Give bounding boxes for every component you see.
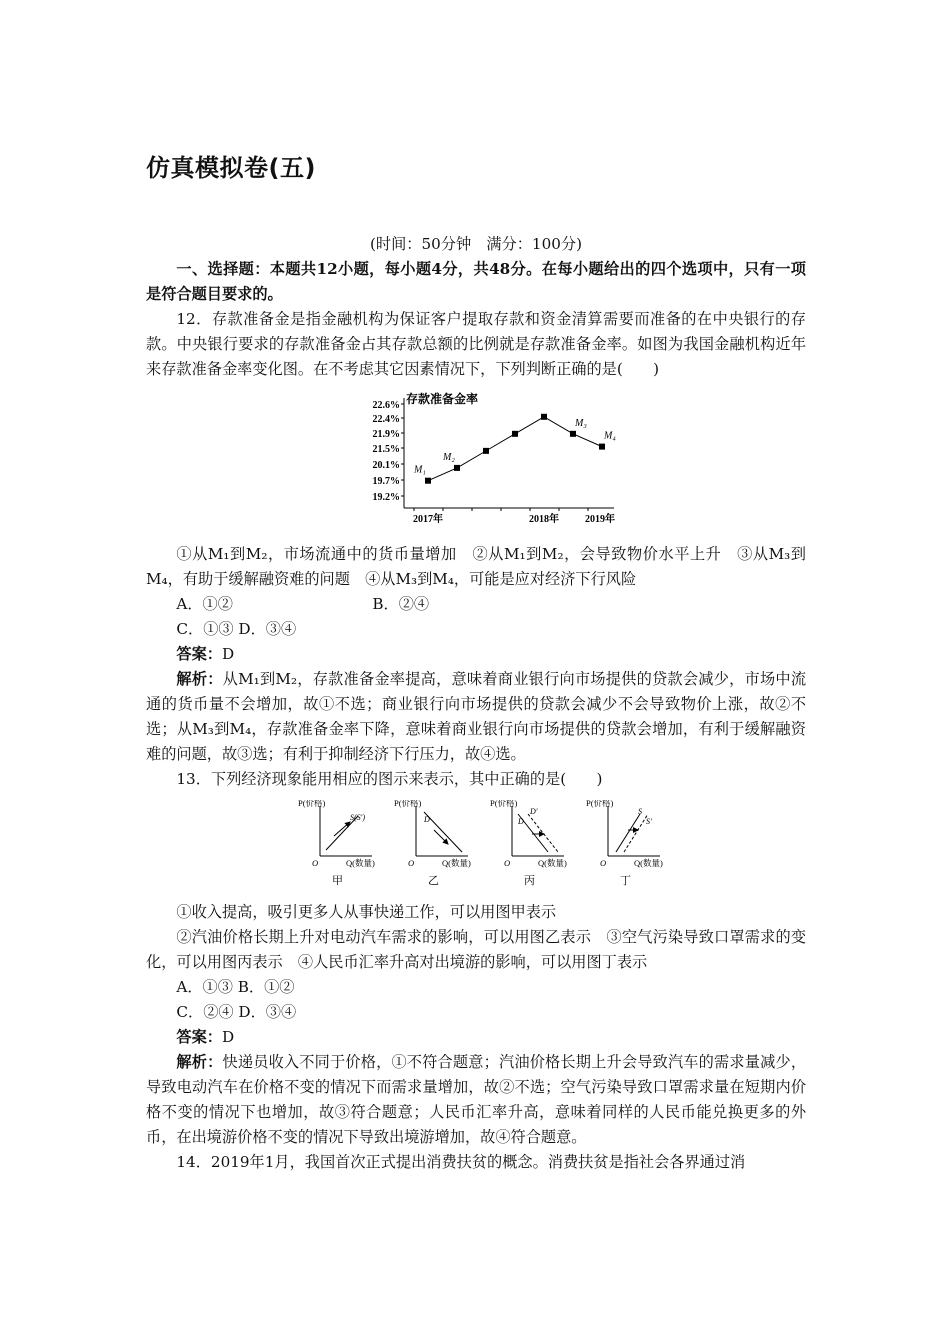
q12-analysis-text: 从M₁到M₂，存款准备金率提高，意味着商业银行向市场提供的贷款会减少，市场中流通的货币量不会增加，故①不选；商业银行向市场提供的贷款会减少不会导致物价上涨，故②不选；从M₃到M₄，存款准备金率下降，意味着商业银行向市场提供的贷款会增加，有利于缓解融资难的问题，故③选；有利于抑制经济下行压力，故④选。	[146, 670, 807, 763]
q13-answer	[146, 1025, 806, 1050]
q12-options-cd: C．①③ D．③④	[176, 620, 297, 638]
data-point	[570, 431, 576, 437]
series-points	[413, 414, 616, 484]
move-arrow	[434, 830, 448, 844]
page-title: 仿真模拟卷(五)	[146, 154, 316, 182]
origin-label: O	[600, 858, 607, 868]
data-point	[483, 448, 489, 454]
y-tick-label: 22.6%	[372, 400, 400, 411]
q12-analysis	[146, 667, 806, 767]
q13-statement-2: ②汽油价格长期上升对电动汽车需求的影响，可以用图乙表示 ③空气污染导致口罩需求的变化，可以用图丙表示 ④人民币汇率升高对出境游的影响，可以用图丁表示	[146, 928, 806, 971]
x-tick-label: 2019年	[585, 514, 615, 525]
q13-answer-value: D	[221, 1028, 235, 1046]
q13-analysis-label: 解析：	[176, 1053, 223, 1071]
q12-option-a: A．①②	[176, 595, 233, 613]
axis-label-price: P(价格)	[490, 800, 518, 808]
curve-label: S(S′)	[350, 813, 366, 822]
q13-answer-label: 答案：	[176, 1028, 222, 1046]
data-point	[425, 478, 431, 484]
y-tick-label: 20.1%	[372, 460, 400, 471]
origin-label: O	[312, 858, 319, 868]
y-tick-label: 22.4%	[372, 414, 400, 425]
q12-option-b: B．②④	[372, 595, 430, 613]
curve-label: S′	[646, 817, 652, 826]
data-point	[541, 414, 547, 420]
document-body	[146, 232, 806, 1175]
section-heading: 一、选择题：本题共12小题，每小题4分，共48分。在每小题给出的四个选项中，只有一项是符合题目要求的。	[146, 260, 806, 303]
q13-options-cd: C．②④ D．③④	[176, 1003, 297, 1021]
q14-stem: 14．2019年1月，我国首次正式提出消费扶贫的概念。消费扶贫是指社会各界通过消	[176, 1153, 746, 1171]
q12-statements: ①从M₁到M₂，市场流通中的货币量增加 ②从M₁到M₂，会导致物价水平上升 ③从M₃到M₄，有助于缓解融资难的问题 ④从M₃到M₄，可能是应对经济下行风险	[146, 545, 806, 588]
data-point	[512, 431, 518, 437]
q13-analysis	[146, 1050, 806, 1150]
data-point	[599, 444, 605, 450]
q13-stem: 13．下列经济现象能用相应的图示来表示，其中正确的是( )	[176, 770, 603, 788]
axis-label-quantity: Q(数量)	[634, 858, 663, 868]
origin-label: O	[408, 858, 415, 868]
diagram-yi	[394, 800, 471, 887]
y-tick-labels	[373, 400, 405, 503]
point-label: M₃	[575, 417, 587, 429]
q12-answer-label: 答案：	[176, 645, 222, 663]
q12-options-ab	[146, 592, 806, 617]
x-tick-label: 2018年	[529, 514, 559, 525]
y-tick-label: 21.5%	[372, 444, 400, 455]
diagram-ding	[586, 800, 663, 887]
exam-meta: (时间：50分钟 满分：100分)	[369, 235, 583, 253]
origin-label: O	[504, 858, 511, 868]
y-tick-label: 19.7%	[372, 476, 400, 487]
diagram-name: 乙	[428, 875, 439, 887]
diagram-bing	[490, 800, 567, 887]
curve-label: S	[638, 807, 642, 816]
axis-label-price: P(价格)	[394, 800, 422, 808]
axis-label-quantity: Q(数量)	[346, 858, 375, 868]
q12-answer	[146, 642, 806, 667]
point-label: M₂	[443, 451, 455, 463]
diagram-name: 丙	[524, 875, 535, 887]
q12-analysis-label: 解析：	[176, 670, 223, 688]
diagram-name: 丁	[620, 875, 631, 887]
q13-statement-1: ①收入提高，吸引更多人从事快递工作，可以用图甲表示	[176, 903, 557, 921]
curve-label: D	[424, 815, 430, 824]
y-tick-label: 19.2%	[372, 492, 400, 503]
curve-label: D	[518, 817, 524, 826]
axis-label-quantity: Q(数量)	[538, 858, 567, 868]
q13-analysis-text: 快递员收入不同于价格，①不符合题意；汽油价格长期上升会导致汽车的需求量减少，导致电动汽车在价格不变的情况下而需求量增加，故②不选；空气污染导致口罩需求量在短期内价格不变的情况下也增加，故③符合题意；人民币汇率升高，意味着同样的人民币能兑换更多的外币，在出境游价格不变的情况下导致出境游增加，故④符合题意。	[146, 1053, 807, 1146]
chart-title: 存款准备金率	[406, 392, 479, 406]
curve-label: D′	[530, 807, 538, 816]
shift-arrow	[334, 822, 350, 836]
point-label: M₁	[414, 464, 426, 476]
x-tick-labels	[413, 508, 615, 525]
data-point	[454, 465, 460, 471]
q12-answer-value: D	[221, 645, 235, 663]
y-tick-label: 21.9%	[372, 429, 400, 440]
q12-stem: 12．存款准备金是指金融机构为保证客户提取存款和资金清算需要而准备的在中央银行的存款。中央银行要求的存款准备金占其存款总额的比例就是存款准备金率。如图为我国金融机构近年来存款准备金率变化图。在不考虑其它因素情况下，下列判断正确的是( )	[146, 310, 806, 378]
reserve-ratio-chart	[356, 390, 646, 538]
supply-demand-diagrams	[298, 800, 678, 890]
axis-label-quantity: Q(数量)	[442, 858, 471, 868]
diagram-name: 甲	[332, 875, 343, 887]
diagram-jia	[298, 800, 375, 887]
point-label: M₄	[604, 430, 616, 442]
axis-label-price: P(价格)	[586, 800, 614, 808]
x-tick-label: 2017年	[413, 514, 443, 525]
axis-label-price: P(价格)	[298, 800, 326, 808]
q13-options-ab: A．①③ B．①②	[176, 978, 295, 996]
